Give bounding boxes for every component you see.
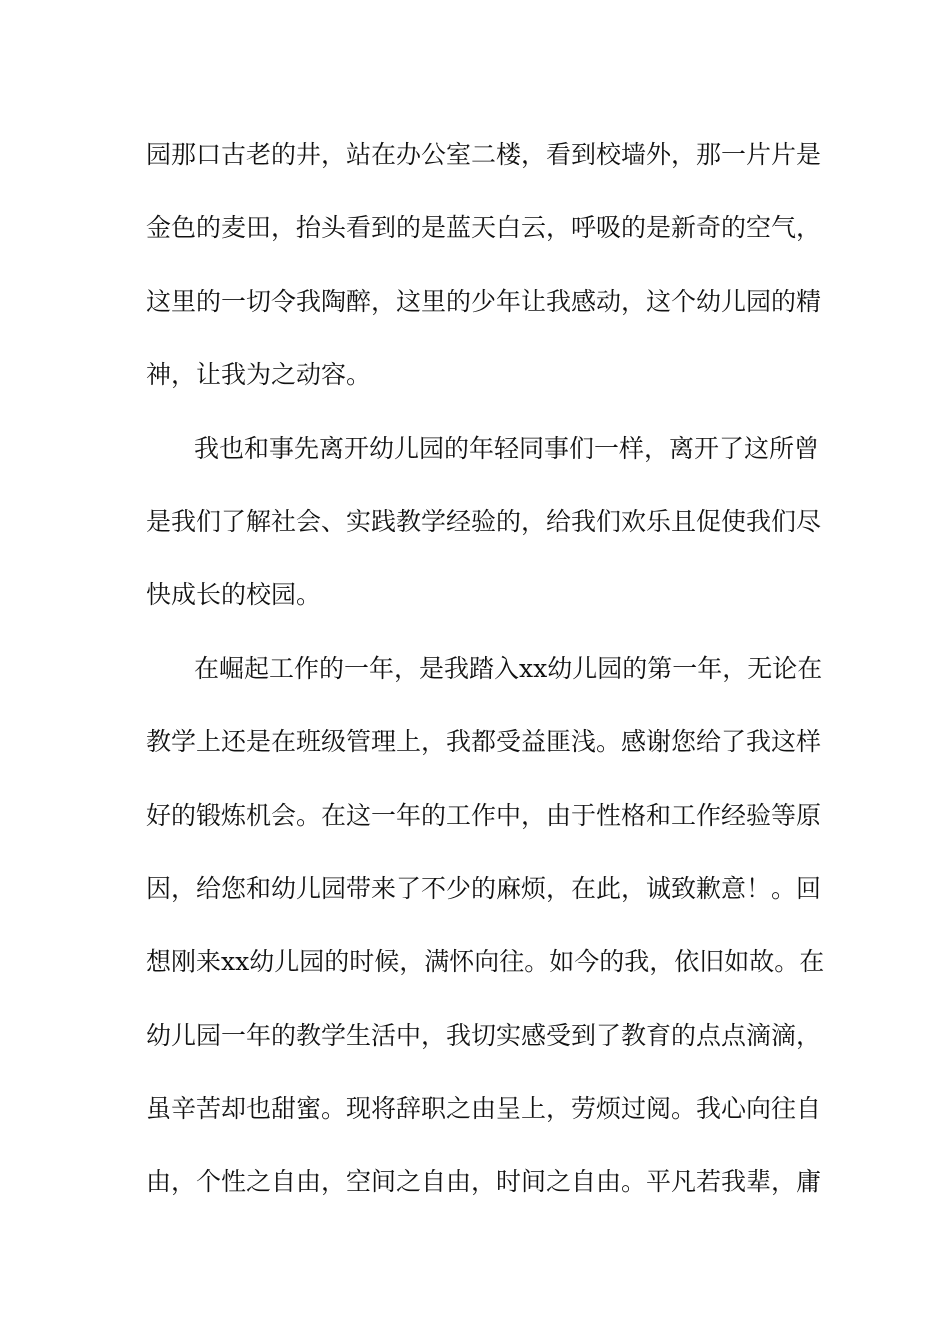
text-line: 快成长的校园。	[146, 580, 322, 610]
text-line: 教学上还是在班级管理上，我都受益匪浅。感谢您给了我这样	[146, 727, 822, 757]
text-line: 由，个性之自由，空间之自由，时间之自由。平凡若我辈，庸	[146, 1167, 822, 1197]
text-line: 幼儿园一年的教学生活中，我切实感受到了教育的点点滴滴，	[146, 1020, 822, 1050]
text-line: 神，让我为之动容。	[146, 360, 372, 390]
text-line: 虽辛苦却也甜蜜。现将辞职之由呈上，劳烦过阅。我心向往自	[146, 1094, 822, 1124]
text-line: 想刚来xx幼儿园的时候，满怀向往。如今的我，依旧如故。在	[146, 947, 825, 977]
body-text	[146, 118, 825, 1219]
text-line: 金色的麦田，抬头看到的是蓝天白云，呼吸的是新奇的空气，	[146, 213, 822, 243]
text-line: 在崛起工作的一年，是我踏入xx幼儿园的第一年，无论在	[194, 653, 823, 683]
text-line: 是我们了解社会、实践教学经验的，给我们欢乐且促使我们尽	[146, 506, 822, 536]
text-line: 这里的一切令我陶醉，这里的少年让我感动，这个幼儿园的精	[146, 286, 822, 316]
text-line: 我也和事先离开幼儿园的年轻同事们一样，离开了这所曾	[194, 433, 820, 463]
text-line: 园那口古老的井，站在办公室二楼，看到校墙外，那一片片是	[146, 140, 822, 169]
text-line: 因，给您和幼儿园带来了不少的麻烦，在此，诚致歉意！。回	[146, 873, 822, 903]
text-line: 好的锻炼机会。在这一年的工作中，由于性格和工作经验等原	[146, 800, 822, 830]
